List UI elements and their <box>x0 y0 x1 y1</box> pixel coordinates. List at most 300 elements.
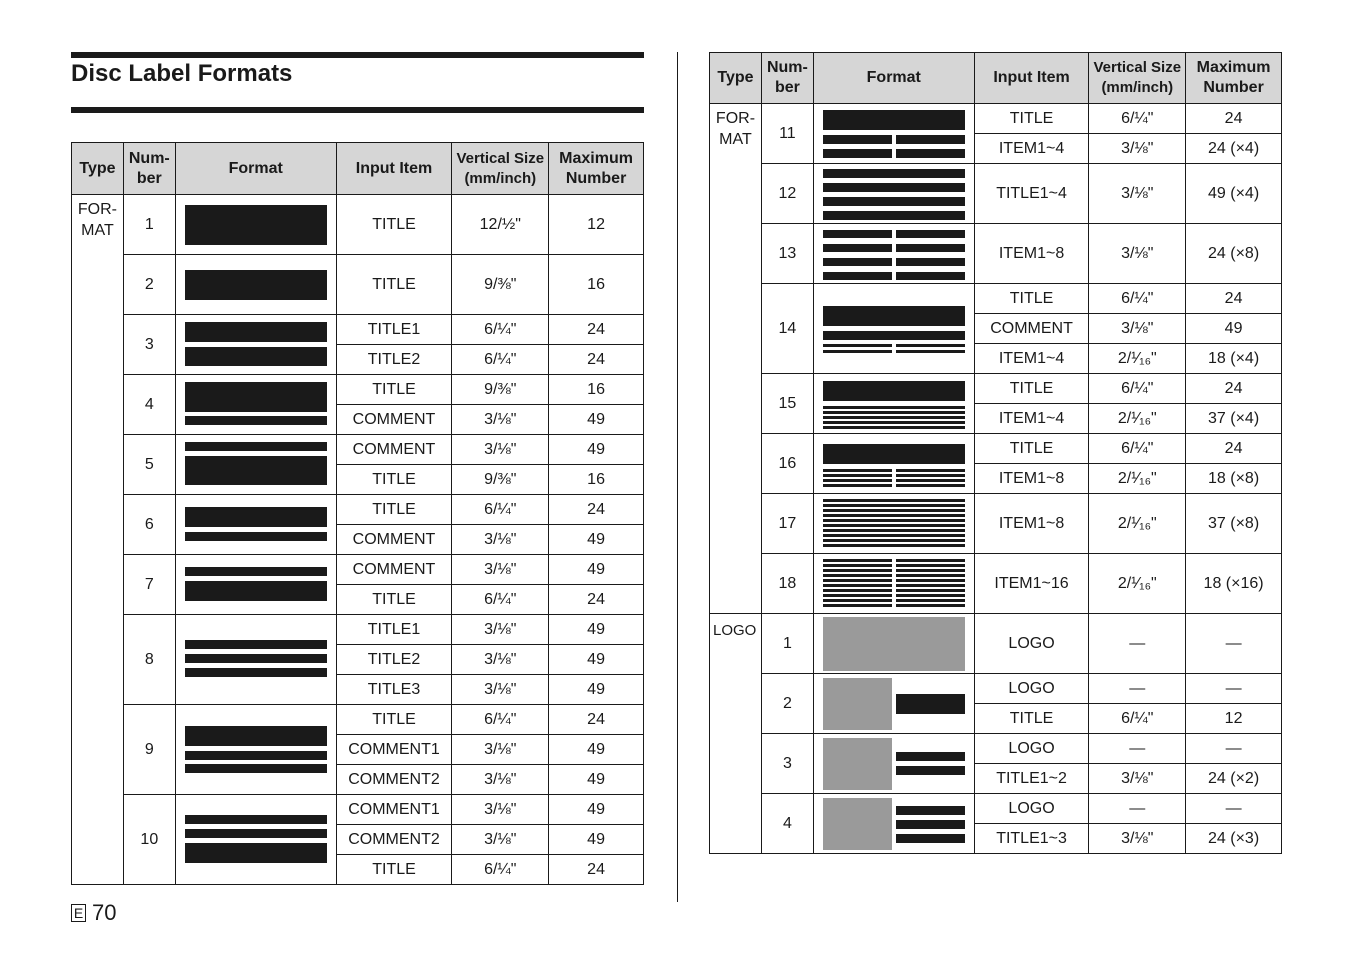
input-item-cell: TITLE <box>336 705 452 735</box>
number-cell: 10 <box>123 795 175 885</box>
number-cell: 15 <box>761 374 813 434</box>
text-line-bar <box>823 244 892 252</box>
table-row <box>72 195 644 255</box>
vertical-size-cell: 3/⅛" <box>1089 824 1186 854</box>
vertical-size-cell: 3/⅛" <box>1089 314 1186 344</box>
text-line-bar <box>823 569 892 572</box>
text-line-bar <box>823 421 965 424</box>
text-line-bar <box>185 829 327 838</box>
format-cell <box>813 614 974 674</box>
vertical-size-cell: 3/⅛" <box>452 555 549 585</box>
page-number: 70 <box>92 900 117 925</box>
input-item-cell: TITLE <box>336 255 452 315</box>
header-vertical-size: Vertical Size (mm/inch) <box>1089 53 1186 104</box>
text-line-bar <box>823 469 892 472</box>
logo-area-block <box>823 617 965 671</box>
maximum-number-cell: 24 (×4) <box>1186 134 1282 164</box>
left_table-format-diagram <box>185 507 327 543</box>
text-line-bar <box>823 484 892 487</box>
input-item-cell: COMMENT <box>336 525 452 555</box>
input-item-cell: COMMENT <box>336 435 452 465</box>
header-number: Num- ber <box>123 143 175 195</box>
vertical-size-cell: 9/⅜" <box>452 375 549 405</box>
vertical-size-cell: 2/¹⁄₁₆" <box>1089 494 1186 554</box>
text-line-bar <box>823 479 892 482</box>
table-row <box>710 794 1282 824</box>
text-line-bar <box>823 499 965 502</box>
text-line-bar <box>896 599 965 602</box>
vertical-size-cell: 6/¼" <box>1089 374 1186 404</box>
maximum-number-cell: 24 (×2) <box>1186 764 1282 794</box>
text-line-bar <box>896 806 965 815</box>
input-item-cell: TITLE1 <box>336 615 452 645</box>
maximum-number-cell: — <box>1186 674 1282 704</box>
left_table-format-diagram <box>185 567 327 603</box>
maximum-number-cell: 24 <box>549 495 644 525</box>
text-line-bar <box>823 169 965 178</box>
left_table-format-diagram <box>185 382 327 428</box>
vertical-size-cell: 6/¼" <box>452 585 549 615</box>
vertical-size-cell: 2/¹⁄₁₆" <box>1089 344 1186 374</box>
number-cell: 12 <box>761 164 813 224</box>
input-item-cell: COMMENT <box>974 314 1089 344</box>
maximum-number-cell: 16 <box>549 465 644 495</box>
logo-area-block <box>823 738 892 790</box>
format-cell <box>175 255 336 315</box>
maximum-number-cell: 24 (×3) <box>1186 824 1282 854</box>
table-row <box>72 375 644 405</box>
text-line-bar <box>823 426 965 429</box>
input-item-cell: TITLE <box>336 855 452 885</box>
format-cell <box>175 315 336 375</box>
text-line-bar <box>823 514 965 517</box>
maximum-number-cell: 24 <box>549 705 644 735</box>
maximum-number-cell: 12 <box>1186 704 1282 734</box>
text-line-bar <box>823 539 965 542</box>
text-line-bar <box>823 559 892 562</box>
right_logo-format-diagram <box>823 798 965 850</box>
input-item-cell: TITLE <box>336 585 452 615</box>
number-cell: 7 <box>123 555 175 615</box>
number-cell: 9 <box>123 705 175 795</box>
table-row <box>72 315 644 345</box>
vertical-size-cell: 6/¼" <box>1089 704 1186 734</box>
text-line-bar <box>823 197 965 206</box>
text-line-bar <box>896 559 965 562</box>
maximum-number-cell: 49 <box>549 435 644 465</box>
text-line-bar <box>823 564 892 567</box>
input-item-cell: COMMENT1 <box>336 735 452 765</box>
table-row <box>72 435 644 465</box>
number-cell: 13 <box>761 224 813 284</box>
text-line-bar <box>896 604 965 607</box>
table-row <box>72 705 644 735</box>
maximum-number-cell: 24 <box>1186 374 1282 404</box>
text-line-bar <box>823 344 892 347</box>
input-item-cell: COMMENT2 <box>336 825 452 855</box>
maximum-number-cell: 18 (×8) <box>1186 464 1282 494</box>
vertical-size-cell: 6/¼" <box>452 345 549 375</box>
maximum-number-cell: 18 (×16) <box>1186 554 1282 614</box>
text-line-bar <box>896 469 965 472</box>
input-item-cell: LOGO <box>974 734 1089 764</box>
text-line-bar <box>896 344 965 347</box>
text-line-bar <box>823 474 892 477</box>
maximum-number-cell: 16 <box>549 375 644 405</box>
text-line-bar <box>185 347 327 366</box>
input-item-cell: ITEM1~8 <box>974 224 1089 284</box>
number-cell: 16 <box>761 434 813 494</box>
text-line-bar <box>823 416 965 419</box>
text-line-bar <box>185 416 327 425</box>
maximum-number-cell: 24 <box>549 315 644 345</box>
maximum-number-cell: 49 <box>549 765 644 795</box>
number-cell: 18 <box>761 554 813 614</box>
vertical-size-cell: 3/⅛" <box>452 735 549 765</box>
maximum-number-cell: — <box>1186 614 1282 674</box>
number-cell: 3 <box>761 734 813 794</box>
format-cell <box>175 495 336 555</box>
page-footer <box>71 900 116 926</box>
text-line-bar <box>823 149 892 158</box>
text-line-bar <box>823 504 965 507</box>
header-format: Format <box>813 53 974 104</box>
text-line-bar <box>896 594 965 597</box>
input-item-cell: TITLE1~2 <box>974 764 1089 794</box>
text-line-bar <box>185 764 327 773</box>
left_table-format-diagram <box>185 205 327 245</box>
input-item-cell: LOGO <box>974 614 1089 674</box>
text-line-bar <box>896 258 965 266</box>
format-cell <box>175 795 336 885</box>
text-line-bar <box>185 382 327 412</box>
vertical-size-cell: 9/⅜" <box>452 465 549 495</box>
number-cell: 2 <box>761 674 813 734</box>
text-line-bar <box>896 479 965 482</box>
text-line-bar <box>896 272 965 280</box>
language-marker: E <box>71 904 86 922</box>
maximum-number-cell: 18 (×4) <box>1186 344 1282 374</box>
format-cell <box>813 434 974 494</box>
vertical-size-cell: 6/¼" <box>452 495 549 525</box>
text-line-bar <box>823 110 965 130</box>
format-cell <box>175 375 336 435</box>
table-row <box>710 494 1282 554</box>
maximum-number-cell: 49 <box>549 735 644 765</box>
text-line-bar <box>896 766 965 775</box>
text-line-bar <box>185 205 327 245</box>
text-line-bar <box>823 211 965 220</box>
table-row <box>710 554 1282 614</box>
number-cell: 5 <box>123 435 175 495</box>
text-line-bar <box>185 668 327 677</box>
number-cell: 1 <box>123 195 175 255</box>
right_format-format-diagram <box>823 499 965 549</box>
table-row <box>72 795 644 825</box>
input-item-cell: TITLE <box>336 375 452 405</box>
vertical-size-cell: — <box>1089 614 1186 674</box>
input-item-cell: TITLE <box>974 104 1089 134</box>
left_table-format-diagram <box>185 322 327 368</box>
text-line-bar <box>896 474 965 477</box>
input-item-cell: ITEM1~8 <box>974 464 1089 494</box>
text-line-bar <box>823 589 892 592</box>
header-maximum-number: Maximum Number <box>1186 53 1282 104</box>
table-row <box>72 555 644 585</box>
vertical-size-cell: — <box>1089 674 1186 704</box>
number-cell: 14 <box>761 284 813 374</box>
maximum-number-cell: 24 <box>549 855 644 885</box>
vertical-size-cell: 3/⅛" <box>452 675 549 705</box>
right_format-format-diagram <box>823 110 965 158</box>
vertical-size-cell: 6/¼" <box>452 705 549 735</box>
input-item-cell: TITLE <box>974 704 1089 734</box>
text-line-bar <box>896 484 965 487</box>
header-format: Format <box>175 143 336 195</box>
right-format-table <box>709 52 1282 854</box>
page-title: Disc Label Formats <box>71 60 293 87</box>
maximum-number-cell: 49 <box>549 615 644 645</box>
format-cell <box>813 734 974 794</box>
format-cell <box>175 195 336 255</box>
input-item-cell: ITEM1~8 <box>974 494 1089 554</box>
right_format-format-diagram <box>823 230 965 278</box>
text-line-bar <box>823 594 892 597</box>
vertical-size-cell: 9/⅜" <box>452 255 549 315</box>
text-line-bar <box>823 272 892 280</box>
text-line-bar <box>823 584 892 587</box>
vertical-size-cell: 3/⅛" <box>452 435 549 465</box>
maximum-number-cell: 49 <box>549 555 644 585</box>
maximum-number-cell: — <box>1186 794 1282 824</box>
vertical-size-cell: — <box>1089 734 1186 764</box>
logo-area-block <box>823 798 892 850</box>
format-cell <box>175 435 336 495</box>
text-line-bar <box>896 579 965 582</box>
input-item-cell: LOGO <box>974 794 1089 824</box>
input-item-cell: ITEM1~4 <box>974 134 1089 164</box>
number-cell: 6 <box>123 495 175 555</box>
number-cell: 2 <box>123 255 175 315</box>
text-line-bar <box>823 230 892 238</box>
maximum-number-cell: 24 (×8) <box>1186 224 1282 284</box>
format-cell <box>813 794 974 854</box>
format-cell <box>813 164 974 224</box>
text-line-bar <box>896 834 965 843</box>
vertical-size-cell: 3/⅛" <box>1089 134 1186 164</box>
number-cell: 4 <box>123 375 175 435</box>
column-divider <box>677 52 678 902</box>
input-item-cell: COMMENT1 <box>336 795 452 825</box>
text-line-bar <box>185 654 327 663</box>
text-line-bar <box>823 524 965 527</box>
text-line-bar <box>823 411 965 414</box>
left-format-table <box>71 142 644 885</box>
input-item-cell: TITLE <box>974 434 1089 464</box>
vertical-size-cell: — <box>1089 794 1186 824</box>
right_format-format-diagram <box>823 559 965 609</box>
right_format-format-diagram <box>823 169 965 219</box>
text-line-bar <box>823 406 965 409</box>
number-cell: 3 <box>123 315 175 375</box>
text-line-bar <box>185 442 327 451</box>
maximum-number-cell: 24 <box>1186 434 1282 464</box>
number-cell: 11 <box>761 104 813 164</box>
right_logo-format-diagram <box>823 617 965 671</box>
text-line-bar <box>823 183 965 192</box>
vertical-size-cell: 6/¼" <box>452 315 549 345</box>
text-line-bar <box>185 456 327 485</box>
maximum-number-cell: 49 <box>549 405 644 435</box>
number-cell: 1 <box>761 614 813 674</box>
format-cell <box>813 104 974 164</box>
text-line-bar <box>823 579 892 582</box>
vertical-size-cell: 6/¼" <box>452 855 549 885</box>
input-item-cell: LOGO <box>974 674 1089 704</box>
type-cell: FOR- MAT <box>710 104 762 614</box>
table-row <box>710 674 1282 704</box>
maximum-number-cell: 12 <box>549 195 644 255</box>
text-line-bar <box>823 574 892 577</box>
text-line-bar <box>823 604 892 607</box>
vertical-size-cell: 3/⅛" <box>1089 164 1186 224</box>
text-line-bar <box>896 569 965 572</box>
input-item-cell: ITEM1~4 <box>974 404 1089 434</box>
maximum-number-cell: 49 <box>549 795 644 825</box>
text-line-bar <box>823 529 965 532</box>
input-item-cell: TITLE <box>974 374 1089 404</box>
vertical-size-cell: 3/⅛" <box>452 645 549 675</box>
type-cell: FOR- MAT <box>72 195 124 885</box>
text-line-bar <box>896 350 965 353</box>
header-vertical-size: Vertical Size (mm/inch) <box>452 143 549 195</box>
left_table-format-diagram <box>185 442 327 488</box>
text-line-bar <box>823 534 965 537</box>
header-input-item: Input Item <box>336 143 452 195</box>
maximum-number-cell: 24 <box>1186 104 1282 134</box>
text-line-bar <box>823 350 892 353</box>
table-row <box>72 615 644 645</box>
number-cell: 8 <box>123 615 175 705</box>
logo-area-block <box>823 678 892 730</box>
maximum-number-cell: — <box>1186 734 1282 764</box>
input-item-cell: TITLE <box>974 284 1089 314</box>
top-rule <box>71 52 644 58</box>
text-line-bar <box>823 381 965 401</box>
input-item-cell: COMMENT <box>336 555 452 585</box>
text-line-bar <box>185 843 327 863</box>
text-line-bar <box>185 640 327 649</box>
text-line-bar <box>185 726 327 746</box>
input-item-cell: TITLE2 <box>336 345 452 375</box>
text-line-bar <box>823 135 892 144</box>
vertical-size-cell: 3/⅛" <box>1089 764 1186 794</box>
maximum-number-cell: 49 <box>549 645 644 675</box>
format-cell <box>813 554 974 614</box>
text-line-bar <box>185 815 327 824</box>
header-maximum-number: Maximum Number <box>549 143 644 195</box>
input-item-cell: TITLE2 <box>336 645 452 675</box>
format-cell <box>175 705 336 795</box>
table-row <box>72 495 644 525</box>
table-row <box>710 224 1282 284</box>
table-row <box>72 255 644 315</box>
vertical-size-cell: 3/⅛" <box>1089 224 1186 284</box>
header-type: Type <box>710 53 762 104</box>
text-line-bar <box>896 230 965 238</box>
maximum-number-cell: 49 (×4) <box>1186 164 1282 224</box>
input-item-cell: TITLE <box>336 495 452 525</box>
text-line-bar <box>896 135 965 144</box>
text-line-bar <box>185 532 327 541</box>
text-line-bar <box>896 589 965 592</box>
format-cell <box>175 555 336 615</box>
input-item-cell: COMMENT <box>336 405 452 435</box>
number-cell: 17 <box>761 494 813 554</box>
format-cell <box>813 494 974 554</box>
right_format-format-diagram <box>823 306 965 352</box>
table-row <box>710 284 1282 314</box>
text-line-bar <box>823 306 965 326</box>
header-input-item: Input Item <box>974 53 1089 104</box>
format-cell <box>813 224 974 284</box>
vertical-size-cell: 3/⅛" <box>452 765 549 795</box>
table-row <box>710 434 1282 464</box>
right_format-format-diagram <box>823 381 965 427</box>
text-line-bar <box>896 149 965 158</box>
left_table-format-diagram <box>185 815 327 865</box>
type-cell: LOGO <box>710 614 762 854</box>
text-line-bar <box>185 270 327 300</box>
left_table-format-diagram <box>185 726 327 774</box>
right_logo-format-diagram <box>823 738 965 790</box>
text-line-bar <box>823 331 965 340</box>
text-line-bar <box>823 599 892 602</box>
input-item-cell: ITEM1~16 <box>974 554 1089 614</box>
vertical-size-cell: 3/⅛" <box>452 405 549 435</box>
input-item-cell: TITLE <box>336 195 452 255</box>
right_format-format-diagram <box>823 444 965 484</box>
maximum-number-cell: 49 <box>1186 314 1282 344</box>
maximum-number-cell: 49 <box>549 825 644 855</box>
table-row <box>710 734 1282 764</box>
input-item-cell: ITEM1~4 <box>974 344 1089 374</box>
input-item-cell: TITLE <box>336 465 452 495</box>
text-line-bar <box>185 567 327 576</box>
text-line-bar <box>185 751 327 760</box>
maximum-number-cell: 16 <box>549 255 644 315</box>
table-row <box>710 104 1282 134</box>
vertical-size-cell: 12/½" <box>452 195 549 255</box>
format-cell <box>813 284 974 374</box>
vertical-size-cell: 2/¹⁄₁₆" <box>1089 464 1186 494</box>
text-line-bar <box>823 544 965 547</box>
maximum-number-cell: 24 <box>549 345 644 375</box>
vertical-size-cell: 6/¼" <box>1089 284 1186 314</box>
header-type: Type <box>72 143 124 195</box>
format-cell <box>813 674 974 734</box>
maximum-number-cell: 24 <box>549 585 644 615</box>
text-line-bar <box>823 258 892 266</box>
table-row <box>710 164 1282 224</box>
text-line-bar <box>896 564 965 567</box>
left_table-format-diagram <box>185 640 327 680</box>
input-item-cell: TITLE1 <box>336 315 452 345</box>
left_table-format-diagram <box>185 270 327 300</box>
table-row <box>710 374 1282 404</box>
input-item-cell: COMMENT2 <box>336 765 452 795</box>
format-cell <box>175 615 336 705</box>
